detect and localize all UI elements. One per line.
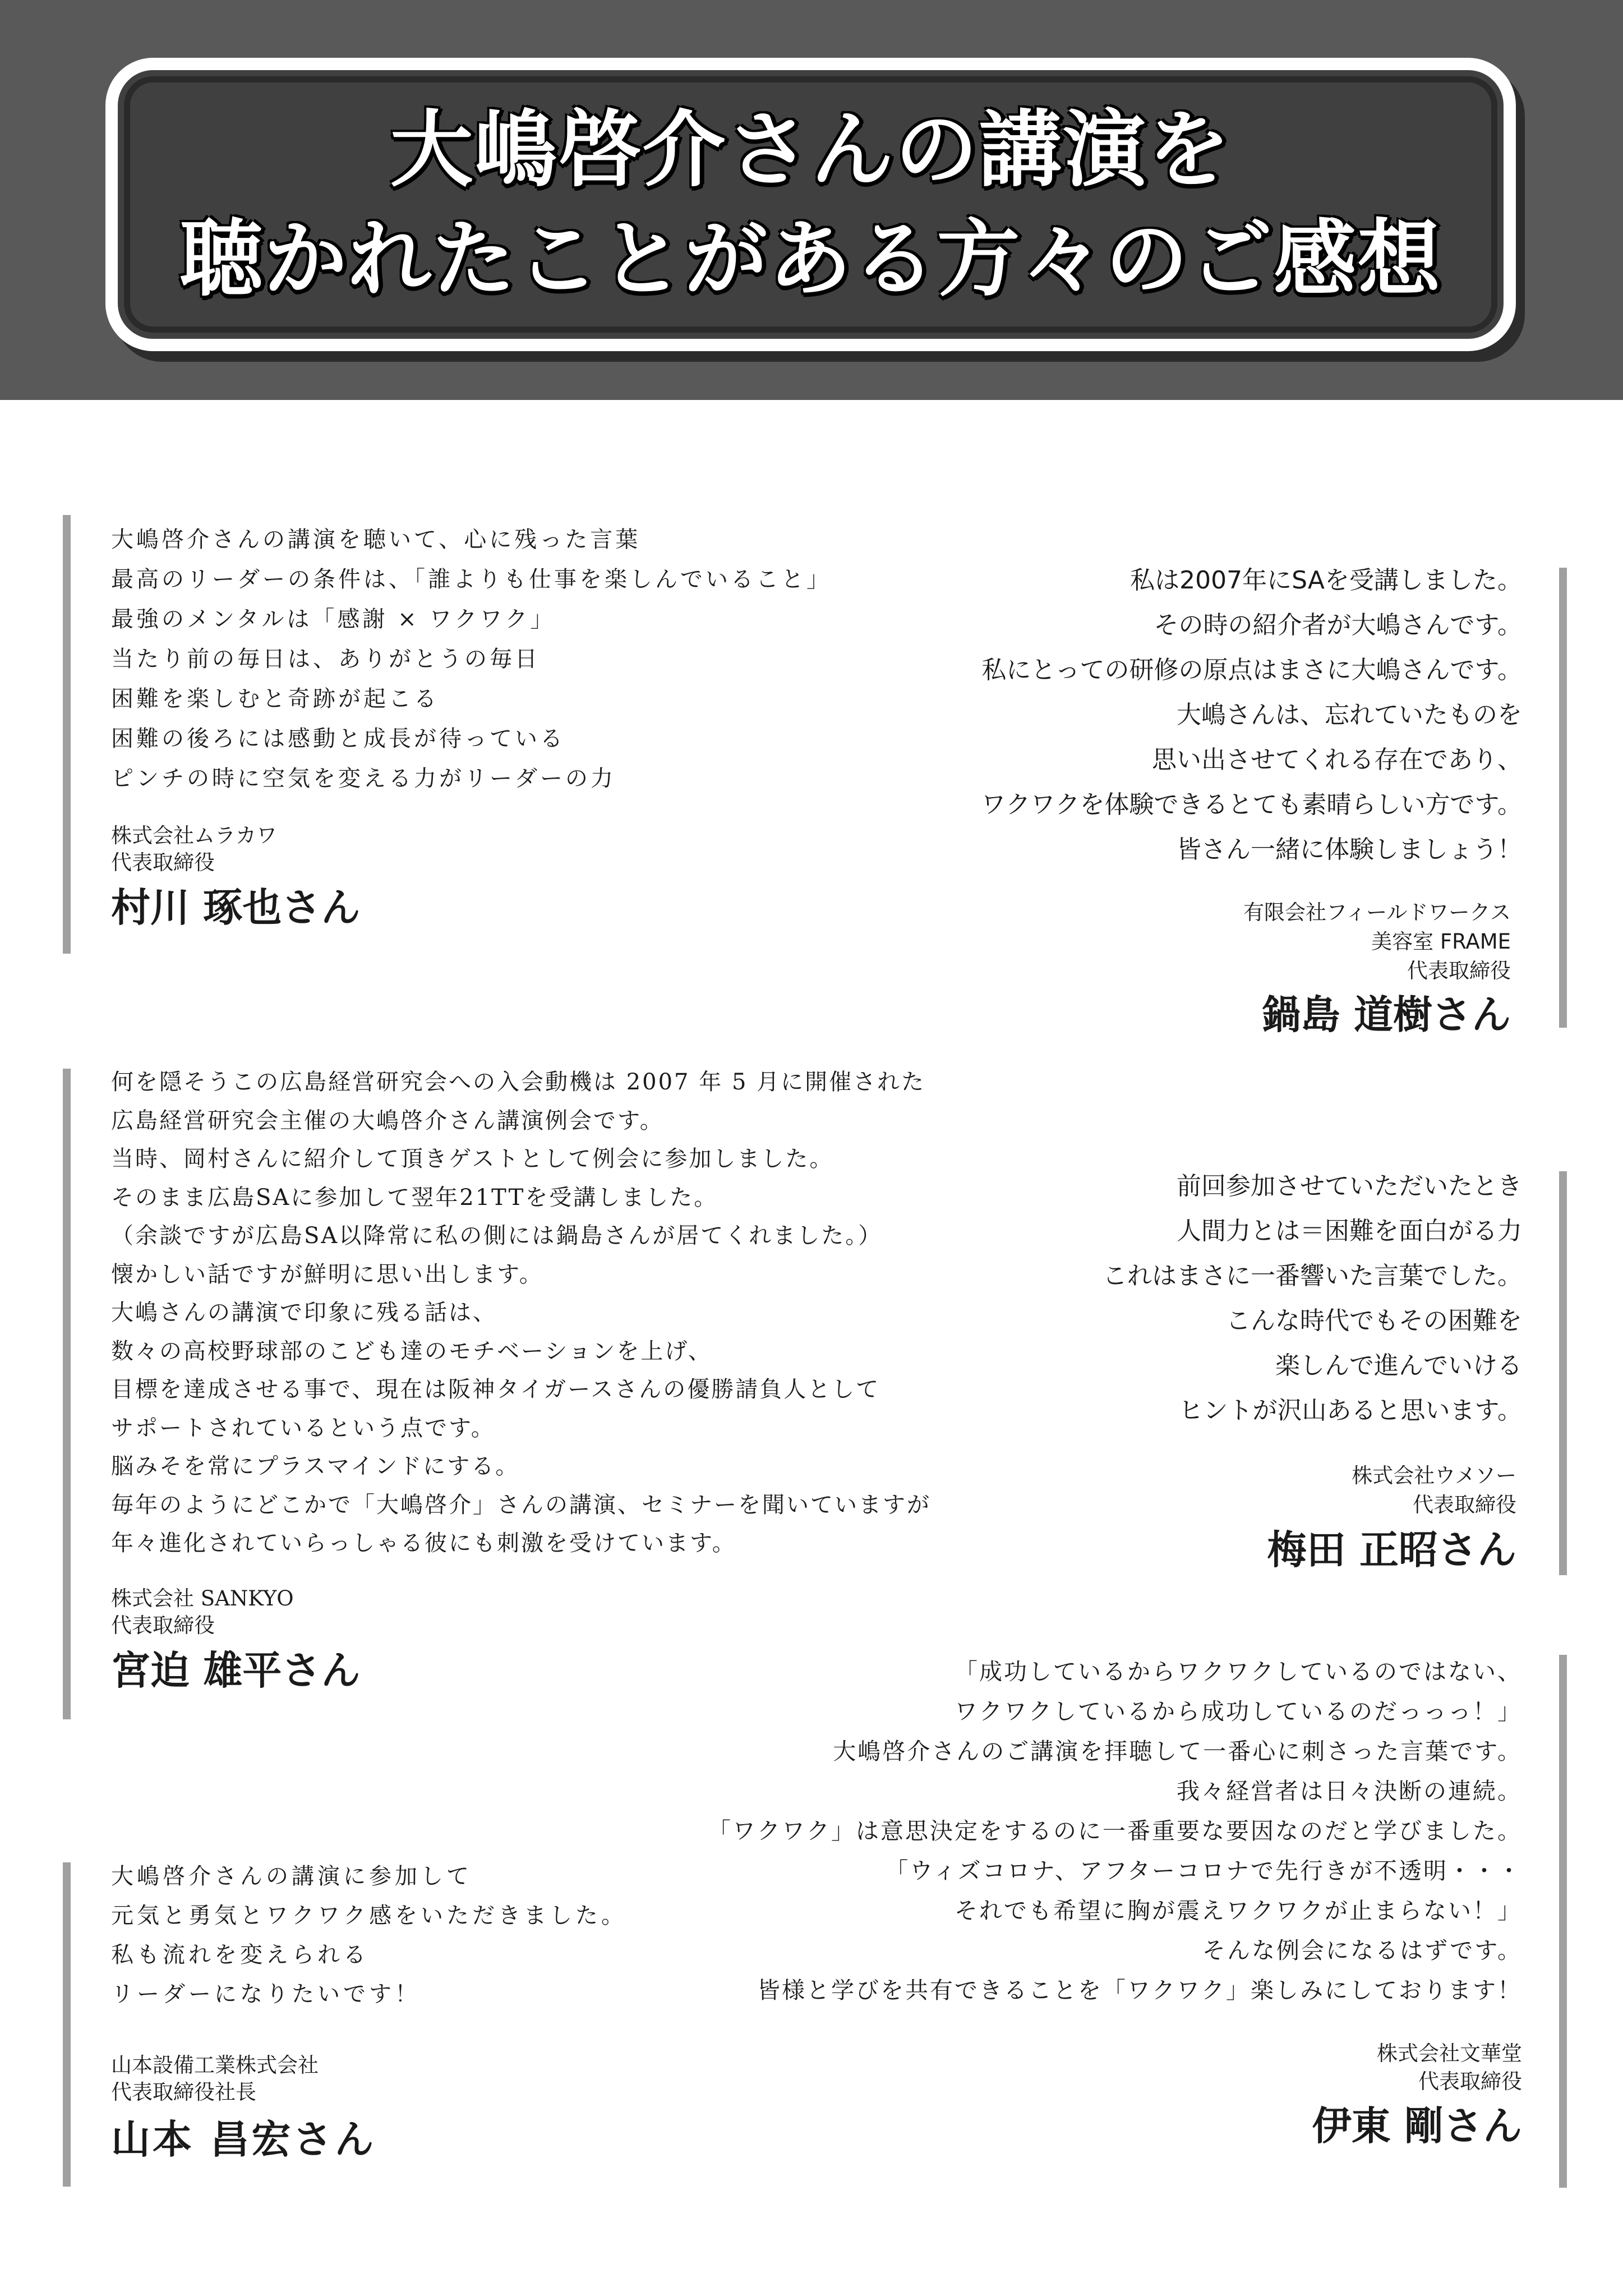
text-line: 毎年のようにどこかで「大嶋啓介」さんの講演、セミナーを聞いていますが <box>111 1492 931 1518</box>
author-name: 村川 琢也さん <box>111 885 361 931</box>
org-line: 代表取締役 <box>1418 2069 1522 2093</box>
text-line: サポートされているという点です。 <box>111 1415 495 1441</box>
text-line: 「ワクワク」は意思決定をするのに一番重要な要因なのだと学びました。 <box>708 1818 1522 1844</box>
testimonial-text <box>111 1857 728 2014</box>
text-line: 大嶋啓介さんのご講演を拝聴して一番心に刺さった言葉です。 <box>833 1738 1522 1765</box>
text-line: 私は2007年にSAを受講しました。 <box>1130 566 1522 595</box>
text-line: 困難を楽しむと奇跡が起こる <box>111 686 439 712</box>
testimonial-text <box>737 558 1522 872</box>
author-name: 山本 昌宏さん <box>111 2116 376 2162</box>
text-line: （余談ですが広島SA以降常に私の側には鍋島さんが居てくれました。） <box>111 1223 883 1249</box>
text-line: その時の紹介者が大嶋さんです。 <box>1154 611 1522 639</box>
accent-bar <box>1559 568 1567 1028</box>
author-org <box>111 1585 1064 1639</box>
text-line: ピンチの時に空気を変える力がリーダーの力 <box>111 766 616 792</box>
text-line: 数々の高校野球部のこども達のモチベーションを上げ、 <box>111 1338 712 1364</box>
text-line: そんな例会になるはずです。 <box>1202 1937 1522 1964</box>
author-name: 梅田 正昭さん <box>1267 1527 1516 1573</box>
text-line: 人間力とは＝困難を面白がる力 <box>1177 1217 1522 1245</box>
text-line: 大嶋啓介さんの講演に参加して <box>111 1864 472 1889</box>
text-line: ヒントが沢山あると思います。 <box>1178 1396 1522 1425</box>
text-line: 皆様と学びを共有できることを「ワクワク」楽しみにしております！ <box>757 1977 1522 2004</box>
author-org <box>111 2052 728 2106</box>
text-line: 困難の後ろには感動と成長が待っている <box>111 726 565 752</box>
text-line: 元気と勇気とワクワク感をいただきました。 <box>111 1903 627 1929</box>
text-line: ワクワクしているから成功しているのだっっっ！」 <box>955 1698 1522 1725</box>
text-line: 「ウィズコロナ、アフターコロナで先行きが不透明・・・ <box>885 1857 1522 1884</box>
author-name: 宮迫 雄平さん <box>111 1647 361 1694</box>
testimonial-text <box>849 1164 1522 1433</box>
text-line: 最強のメンタルは「感謝 × ワクワク」 <box>111 606 556 632</box>
text-line: 大嶋啓介さんの講演を聴いて、心に残った言葉 <box>111 527 641 553</box>
text-line: 大嶋さんは、忘れていたものを <box>1177 701 1522 729</box>
text-line: 皆さん一緒に体験しましょう！ <box>1177 835 1522 864</box>
title-line-2: 聴かれたことがある方々のご感想 <box>179 210 1442 307</box>
accent-bar <box>1559 1655 1567 2188</box>
org-line: 代表取締役 <box>1407 959 1511 983</box>
testimonial-yamamoto <box>111 1857 728 2168</box>
org-line: 株式会社 SANKYO <box>111 1586 294 1611</box>
text-line: リーダーになりたいです！ <box>111 1981 421 2007</box>
text-line: こんな時代でもその困難を <box>1226 1306 1522 1335</box>
text-line: 大嶋さんの講演で印象に残る話は、 <box>111 1300 497 1326</box>
text-line: 私にとっての研修の原点はまさに大嶋さんです。 <box>981 656 1522 684</box>
text-line: 何を隠そうこの広島経営研究会への入会動機は 2007 年 5 月に開催された <box>111 1069 926 1095</box>
text-line: 私も流れを変えられる <box>111 1942 369 1968</box>
page-title <box>105 58 1516 351</box>
text-line: 「成功しているからワクワクしているのではない、 <box>955 1658 1522 1685</box>
text-line: 思い出させてくれる存在であり、 <box>1152 746 1522 774</box>
accent-bar <box>63 1069 71 1719</box>
text-line: 我々経営者は日々決断の連続。 <box>1177 1778 1522 1805</box>
author-name: 伊東 剛さん <box>1312 2103 1522 2149</box>
text-line: 懐かしい話ですが鮮明に思い出します。 <box>111 1261 543 1287</box>
org-line: 代表取締役社長 <box>111 2080 256 2104</box>
accent-bar <box>1559 1171 1567 1575</box>
testimonial-nabeshima <box>737 558 1522 1043</box>
text-line: ワクワクを体験できるとても素晴らしい方です。 <box>981 790 1522 819</box>
author-org <box>849 1461 1516 1520</box>
org-line: 代表取締役 <box>111 1613 215 1637</box>
org-line: 有限会社フィールドワークス <box>1243 900 1511 924</box>
text-line: それでも希望に胸が震えワクワクが止まらない！」 <box>955 1897 1522 1924</box>
org-line: 代表取締役 <box>111 850 215 875</box>
org-line: 株式会社文華堂 <box>1377 2041 1522 2065</box>
author-org <box>737 898 1511 986</box>
org-line: 美容室 FRAME <box>1371 930 1511 954</box>
text-line: 年々進化されていらっしゃる彼にも刺激を受けています。 <box>111 1530 736 1556</box>
author-name: 鍋島 道樹さん <box>1261 992 1511 1038</box>
text-line: 最高のリーダーの条件は、「誰よりも仕事を楽しんでいること」 <box>111 567 832 592</box>
text-line: 当たり前の毎日は、ありがとうの毎日 <box>111 646 540 672</box>
text-line: 当時、岡村さんに紹介して頂きゲストとして例会に参加しました。 <box>111 1146 834 1172</box>
text-line: 目標を達成させる事で、現在は阪神タイガースさんの優勝請負人として <box>111 1377 880 1402</box>
org-line: 山本設備工業株式会社 <box>111 2053 319 2077</box>
text-line: そのまま広島SAに参加して翌年21TTを受講しました。 <box>111 1184 718 1211</box>
text-line: 広島経営研究会主催の大嶋啓介さん講演例会です。 <box>111 1107 664 1134</box>
text-line: 楽しんで進んでいける <box>1275 1351 1522 1380</box>
text-line: これはまさに一番響いた言葉でした。 <box>1103 1262 1522 1290</box>
org-line: 株式会社ウメソー <box>1352 1464 1516 1488</box>
org-line: 株式会社ムラカワ <box>111 823 277 848</box>
testimonial-umeda <box>849 1164 1522 1578</box>
accent-bar <box>63 515 71 954</box>
text-line: 脳みそを常にプラスマインドにする。 <box>111 1453 520 1479</box>
title-line-1: 大嶋啓介さんの講演を <box>390 101 1232 198</box>
org-line: 代表取締役 <box>1413 1493 1516 1517</box>
text-line: 前回参加させていただいたとき <box>1177 1172 1522 1200</box>
accent-bar <box>63 1862 71 2187</box>
